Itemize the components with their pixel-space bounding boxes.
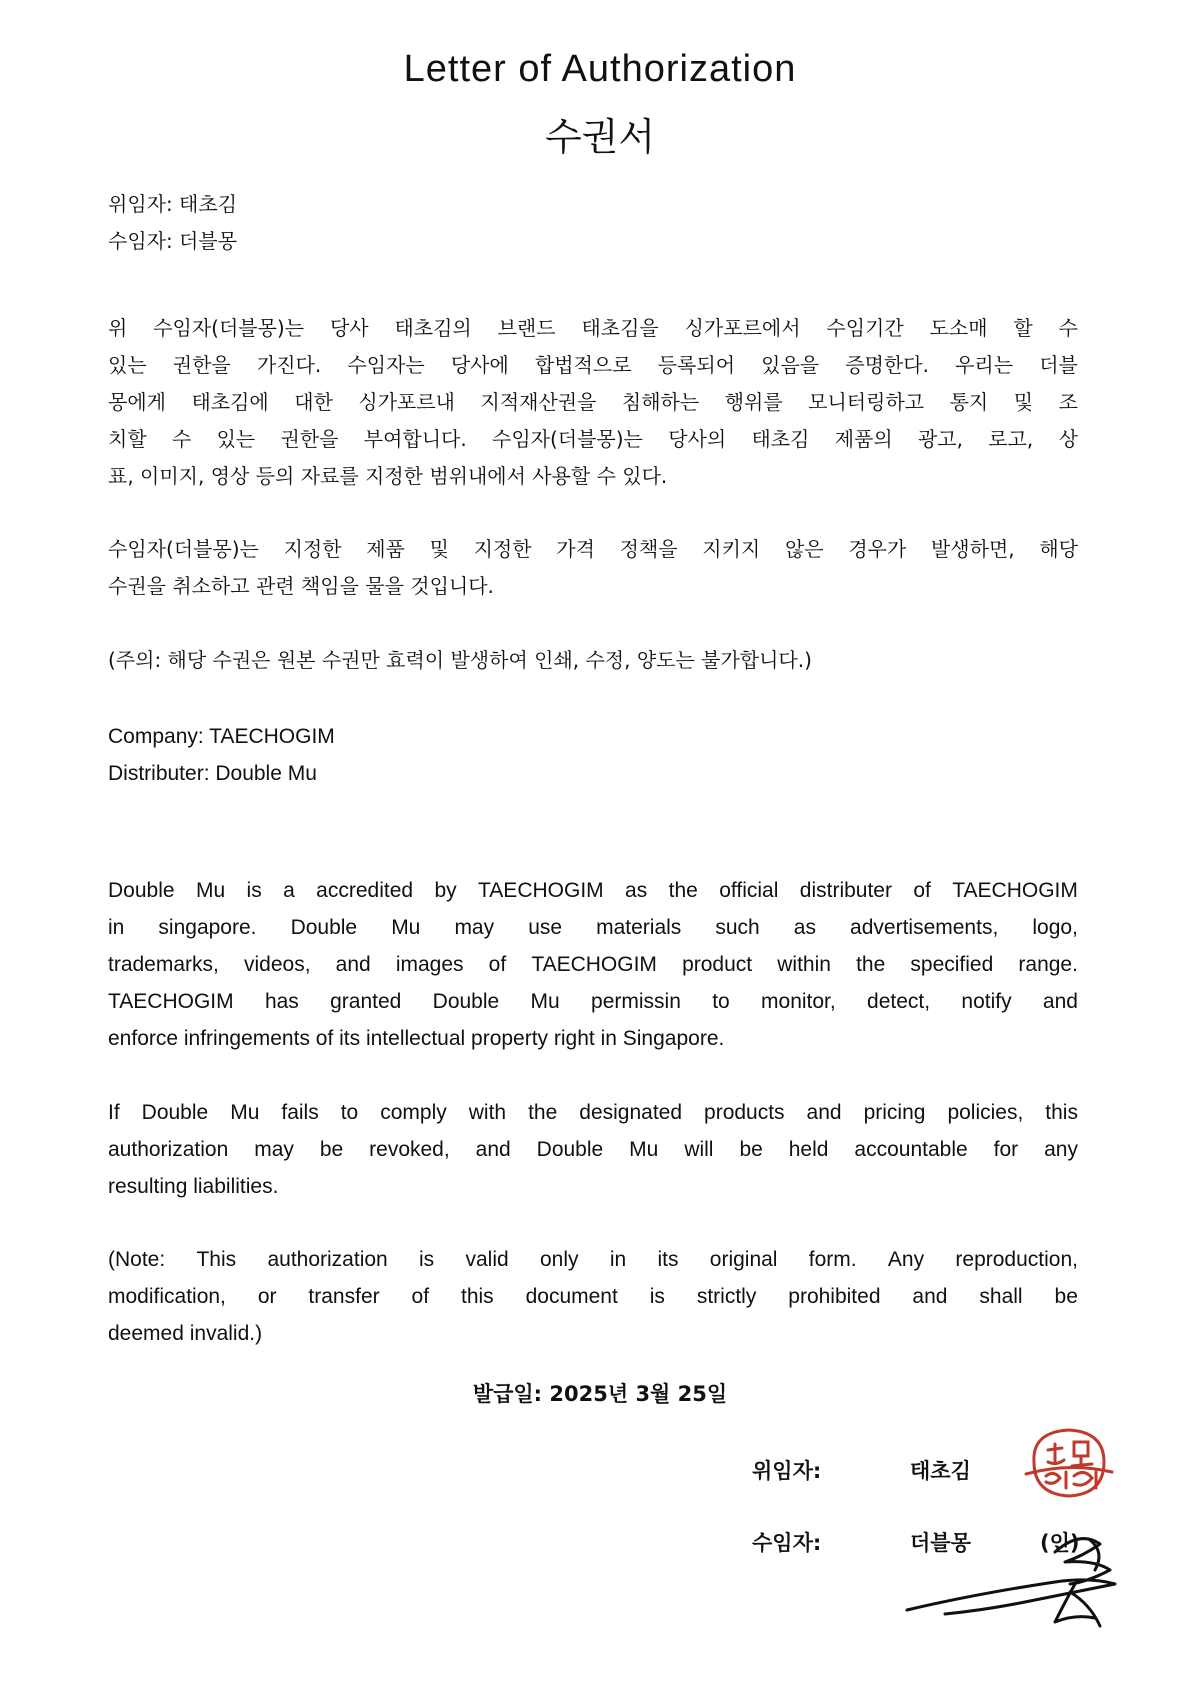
word: 제품의: [834, 427, 893, 451]
word: pricing: [863, 1101, 926, 1124]
korean-paragraph-2: [108, 531, 1078, 605]
word: detect,: [867, 990, 931, 1013]
word: Mu: [195, 879, 226, 902]
word: strictly: [696, 1285, 757, 1308]
word: is: [246, 879, 262, 902]
text-line: 수권을 취소하고 관련 책임을 물을 것입니다.: [108, 574, 494, 598]
word: such: [715, 916, 760, 939]
word: 않은: [784, 537, 824, 561]
word: may: [454, 916, 495, 939]
word: 몽에게: [108, 390, 166, 414]
delegator-line: 위임자: 태초김: [108, 192, 238, 216]
word: 합법적으로: [534, 353, 632, 377]
word: 치할: [108, 427, 147, 451]
text-line: [108, 531, 1078, 568]
word: 있는: [216, 427, 256, 451]
word: authorization: [267, 1248, 388, 1271]
text-line: [108, 1094, 1078, 1131]
word: its: [657, 1248, 679, 1271]
word: TAECHOGIM: [952, 879, 1078, 902]
korean-note: [108, 642, 1078, 679]
word: granted: [330, 990, 402, 1013]
word: form.: [808, 1248, 857, 1271]
word: as: [625, 879, 648, 902]
word: 수임자(더블몽)는: [492, 427, 643, 451]
word: 권한을: [172, 353, 231, 377]
word: specified: [910, 953, 994, 976]
word: original: [709, 1248, 778, 1271]
word: 광고,: [917, 427, 963, 451]
word: has: [264, 990, 299, 1013]
word: 수임자(더블몽)는: [153, 316, 305, 340]
word: 상: [1058, 427, 1078, 451]
text-line: [108, 1241, 1078, 1278]
word: is: [419, 1248, 435, 1271]
word: 태초김을: [581, 316, 659, 340]
word: product: [682, 953, 753, 976]
english-paragraph-1: [108, 872, 1078, 1057]
word: 있음을: [761, 353, 820, 377]
word: is: [649, 1285, 665, 1308]
word: revoked,: [369, 1138, 450, 1161]
word: 더블: [1039, 353, 1078, 377]
word: or: [257, 1285, 277, 1308]
word: accountable: [854, 1138, 968, 1161]
word: and: [912, 1285, 948, 1308]
word: as: [793, 916, 816, 939]
word: 싱가포르에서: [684, 316, 801, 340]
word: monitor,: [761, 990, 836, 1013]
word: images: [395, 953, 464, 976]
english-note: [108, 1241, 1078, 1352]
word: range.: [1018, 953, 1078, 976]
title-english: Letter of Authorization: [403, 48, 797, 90]
delegator-name: 태초김: [910, 1459, 971, 1483]
word: 당사의: [668, 427, 727, 451]
word: 위: [108, 316, 128, 340]
word: 경우가: [848, 537, 907, 561]
word: TAECHOGIM: [478, 879, 604, 902]
word: in: [609, 1248, 627, 1271]
word: 침해하는: [621, 390, 700, 414]
word: within: [777, 953, 831, 976]
issue-date: 발급일: 2025년 3월 25일: [472, 1382, 728, 1406]
company-block: [108, 718, 1078, 792]
word: Double: [141, 1101, 209, 1124]
word: be: [1054, 1285, 1078, 1308]
word: reproduction,: [955, 1248, 1078, 1271]
word: 있는: [108, 353, 147, 377]
word: 조: [1058, 390, 1078, 414]
word: 대한: [294, 390, 333, 414]
word: the: [668, 879, 698, 902]
word: 발생하면,: [930, 537, 1015, 561]
word: designated: [579, 1101, 683, 1124]
word: the: [856, 953, 886, 976]
word: 수: [1058, 316, 1078, 340]
word: permissin: [591, 990, 681, 1013]
text-line: [108, 909, 1078, 946]
word: 지정한: [473, 537, 532, 561]
word: Double: [432, 990, 500, 1013]
word: 해당: [1039, 537, 1078, 561]
delegatee-name: 더블몽: [910, 1531, 971, 1555]
word: 가진다.: [256, 353, 322, 377]
word: 등록되어: [657, 353, 736, 377]
word: fails: [281, 1101, 319, 1124]
word: document: [525, 1285, 618, 1308]
word: advertisements,: [850, 916, 999, 939]
word: accredited: [316, 879, 414, 902]
word: 당사에: [450, 353, 509, 377]
word: Mu: [230, 1101, 260, 1124]
word: and: [475, 1138, 511, 1161]
word: Mu: [391, 916, 421, 939]
text-line: [108, 872, 1078, 909]
text-line: [108, 1131, 1078, 1168]
word: 로고,: [988, 427, 1034, 451]
seal-strokes: [1026, 1430, 1112, 1496]
handwritten-signature: [905, 1522, 1135, 1642]
word: 정책을: [619, 537, 678, 561]
word: materials: [596, 916, 682, 939]
word: this: [460, 1285, 494, 1308]
text-line: [108, 384, 1078, 421]
word: prohibited: [788, 1285, 881, 1308]
word: of: [411, 1285, 430, 1308]
word: singapore.: [158, 916, 257, 939]
word: valid: [465, 1248, 509, 1271]
red-seal-stamp: [1024, 1422, 1114, 1502]
distributer-line: Distributer: Double Mu: [108, 762, 317, 785]
word: This: [196, 1248, 237, 1271]
word: 브랜드: [497, 316, 556, 340]
word: of: [488, 953, 507, 976]
text-line: 표, 이미지, 영상 등의 자료를 지정한 범위내에서 사용할 수 있다.: [108, 464, 668, 488]
word: authorization: [108, 1138, 229, 1161]
korean-note-text: (주의: 해당 수권은 원본 수권만 효력이 발생하여 인쇄, 수정, 양도는 불가합니다.): [108, 648, 812, 672]
word: to: [340, 1101, 359, 1124]
word: 지적재산권을: [480, 390, 597, 414]
word: 수임자는: [347, 353, 425, 377]
word: be: [319, 1138, 344, 1161]
word: 싱가포르내: [358, 390, 455, 414]
word: 및: [1013, 390, 1034, 414]
text-line: [108, 347, 1078, 384]
word: 및: [429, 537, 449, 561]
word: and: [335, 953, 371, 976]
word: 당사: [329, 316, 369, 340]
word: Double: [536, 1138, 604, 1161]
word: held: [788, 1138, 829, 1161]
english-paragraph-2: [108, 1094, 1078, 1205]
word: only: [539, 1248, 579, 1271]
word: 태초김에: [191, 390, 269, 414]
word: 수임자(더블몽)는: [108, 537, 259, 561]
word: If: [108, 1101, 120, 1124]
signature-strokes: [907, 1539, 1115, 1626]
word: the: [528, 1101, 558, 1124]
word: Mu: [530, 990, 560, 1013]
word: 우리는: [955, 353, 1014, 377]
word: shall: [979, 1285, 1023, 1308]
word: Mu: [629, 1138, 659, 1161]
word: 행위를: [724, 390, 783, 414]
word: 도소매: [929, 316, 988, 340]
word: 지키지: [702, 537, 761, 561]
word: transfer: [308, 1285, 380, 1308]
parties-block: [108, 186, 1078, 260]
word: 수임기간: [826, 316, 904, 340]
text-line: [108, 310, 1078, 347]
word: logo,: [1032, 916, 1078, 939]
word: policies,: [947, 1101, 1024, 1124]
title-korean: 수권서: [544, 115, 656, 159]
word: TAECHOGIM: [108, 990, 234, 1013]
word: use: [528, 916, 563, 939]
korean-paragraph-1: [108, 310, 1078, 495]
word: 부여합니다.: [363, 427, 467, 451]
word: Any: [887, 1248, 925, 1271]
text-line: enforce infringements of its intellectual property right in Singapore.: [108, 1027, 725, 1050]
word: products: [704, 1101, 785, 1124]
text-line: [108, 983, 1078, 1020]
word: 가격: [556, 537, 595, 561]
word: videos,: [244, 953, 311, 976]
word: 태초김의: [394, 316, 472, 340]
word: by: [434, 879, 457, 902]
word: with: [468, 1101, 507, 1124]
text-line: resulting liabilities.: [108, 1175, 279, 1198]
word: distributer: [799, 879, 892, 902]
word: 할: [1013, 316, 1033, 340]
word: Double: [108, 879, 175, 902]
word: may: [254, 1138, 294, 1161]
word: this: [1045, 1101, 1078, 1124]
word: comply: [380, 1101, 447, 1124]
word: (Note:: [108, 1248, 166, 1271]
text-line: [108, 946, 1078, 983]
word: Double: [290, 916, 358, 939]
company-line: Company: TAECHOGIM: [108, 725, 335, 748]
text-line: [108, 1278, 1078, 1315]
word: 통지: [949, 390, 989, 414]
word: TAECHOGIM: [531, 953, 657, 976]
word: 증명한다.: [845, 353, 929, 377]
word: of: [913, 879, 931, 902]
seal-mark: (인): [1040, 1531, 1080, 1555]
word: be: [739, 1138, 763, 1161]
word: 지정한: [283, 537, 342, 561]
word: and: [1042, 990, 1078, 1013]
word: 수: [171, 427, 192, 451]
text-line: deemed invalid.): [108, 1322, 263, 1345]
text-line: [108, 421, 1078, 458]
delegatee-line: 수임자: 더블몽: [108, 229, 238, 253]
word: to: [712, 990, 730, 1013]
word: modification,: [108, 1285, 226, 1308]
word: 권한을: [280, 427, 339, 451]
word: trademarks,: [108, 953, 219, 976]
word: official: [719, 879, 779, 902]
delegatee-label: 수임자:: [752, 1531, 822, 1555]
word: notify: [961, 990, 1012, 1013]
word: a: [283, 879, 295, 902]
word: in: [108, 916, 125, 939]
word: for: [993, 1138, 1019, 1161]
word: will: [684, 1138, 714, 1161]
word: 모니터링하고: [808, 390, 925, 414]
word: any: [1044, 1138, 1078, 1161]
word: 제품: [366, 537, 405, 561]
word: and: [806, 1101, 842, 1124]
delegator-label: 위임자:: [752, 1459, 822, 1483]
word: 태초김: [751, 427, 810, 451]
